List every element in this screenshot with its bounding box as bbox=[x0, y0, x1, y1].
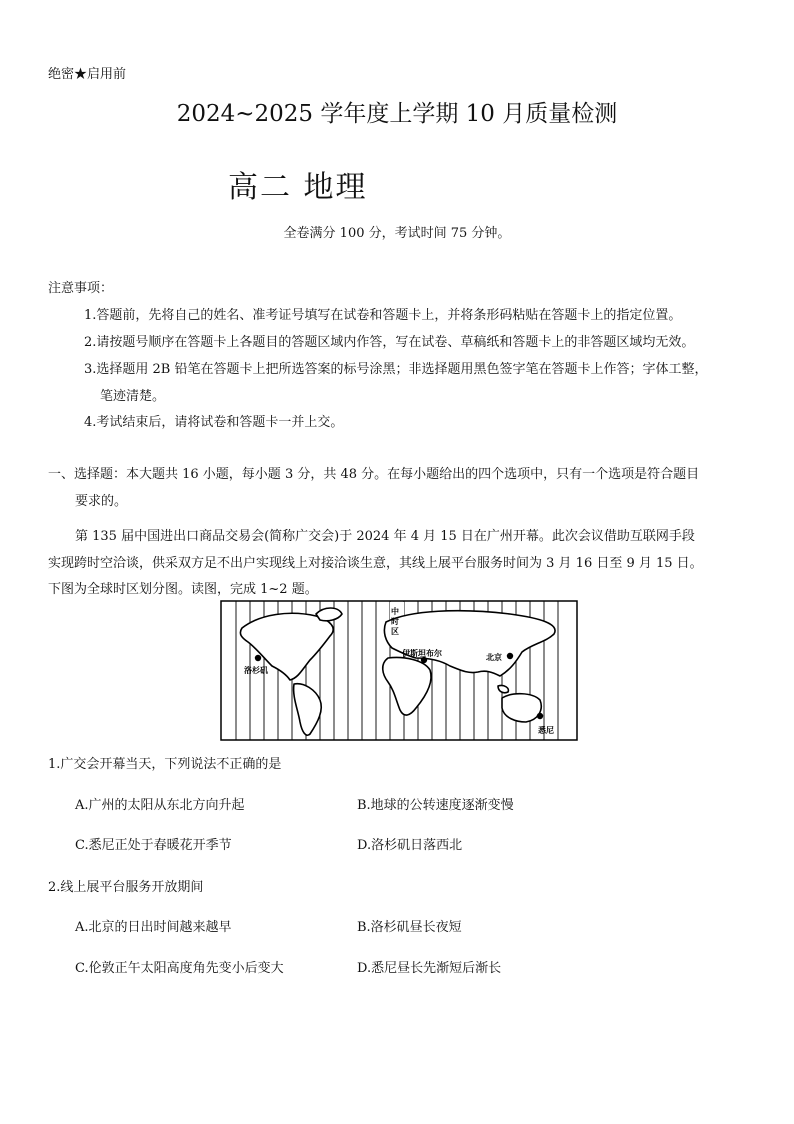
notice-item: 1.答题前，先将自己的姓名、准考证号填写在试卷和答题卡上，并将条形码粘贴在答题卡上的指定位置。 bbox=[84, 308, 682, 323]
istanbul-label: 伊斯坦布尔 bbox=[402, 649, 442, 658]
section-heading-cont: 要求的。 bbox=[75, 494, 128, 509]
central-zone-label-2: 时 bbox=[391, 617, 399, 626]
q1-option-b: B.地球的公转速度逐渐变慢 bbox=[357, 798, 514, 813]
notice-item: 笔迹清楚。 bbox=[100, 389, 166, 404]
central-zone-label-3: 区 bbox=[391, 627, 399, 636]
la-label: 洛杉矶 bbox=[244, 666, 268, 675]
section-heading: 一、选择题：本大题共 16 小题，每小题 3 分，共 48 分。在每小题给出的四个选项中，只有一个选项是符合题目 bbox=[48, 467, 700, 482]
exam-title: 2024~2025 学年度上学期 10 月质量检测 bbox=[176, 101, 618, 127]
q1-option-a: A.广州的太阳从东北方向升起 bbox=[75, 798, 245, 813]
notice-item: 3.选择题用 2B 铅笔在答题卡上把所选答案的标号涂黑；非选择题用黑色签字笔在答题卡上作答；字体工整， bbox=[84, 362, 708, 377]
subject-title: 高二 地理 bbox=[228, 170, 368, 205]
notice-heading: 注意事项： bbox=[48, 281, 114, 296]
q1-option-d: D.洛杉矶日落西北 bbox=[357, 838, 463, 853]
q1-option-c: C.悉尼正处于春暖花开季节 bbox=[75, 838, 232, 853]
passage-line: 下图为全球时区划分图。读图，完成 1~2 题。 bbox=[48, 582, 318, 597]
sydney-label: 悉尼 bbox=[538, 726, 554, 735]
question-2-stem: 2.线上展平台服务开放期间 bbox=[48, 880, 204, 895]
notice-item: 4.考试结束后，请将试卷和答题卡一并上交。 bbox=[84, 415, 344, 430]
q2-option-d: D.悉尼昼长先渐短后渐长 bbox=[357, 961, 502, 976]
q2-option-b: B.洛杉矶昼长夜短 bbox=[357, 920, 462, 935]
q2-option-a: A.北京的日出时间越来越早 bbox=[75, 920, 232, 935]
question-1-stem: 1.广交会开幕当天，下列说法不正确的是 bbox=[48, 757, 282, 772]
notice-item: 2.请按题号顺序在答题卡上各题目的答题区域内作答，写在试卷、草稿纸和答题卡上的非答题区域均无效。 bbox=[84, 335, 695, 350]
passage-line: 第 135 届中国进出口商品交易会(简称广交会)于 2024 年 4 月 15 日在广州开幕。此次会议借助互联网手段 bbox=[75, 529, 695, 544]
score-info: 全卷满分 100 分，考试时间 75 分钟。 bbox=[283, 226, 511, 241]
world-time-zone-map bbox=[220, 600, 578, 741]
central-zone-label-1: 中 bbox=[391, 607, 399, 616]
passage-line: 实现跨时空洽谈，供采双方足不出户实现线上对接洽谈生意，其线上展平台服务时间为 3 月 16 日至 9 月 15 日。 bbox=[48, 556, 703, 571]
confidential-mark: 绝密★启用前 bbox=[48, 67, 127, 82]
q2-option-c: C.伦敦正午太阳高度角先变小后变大 bbox=[75, 961, 284, 976]
beijing-label: 北京 bbox=[486, 653, 502, 662]
